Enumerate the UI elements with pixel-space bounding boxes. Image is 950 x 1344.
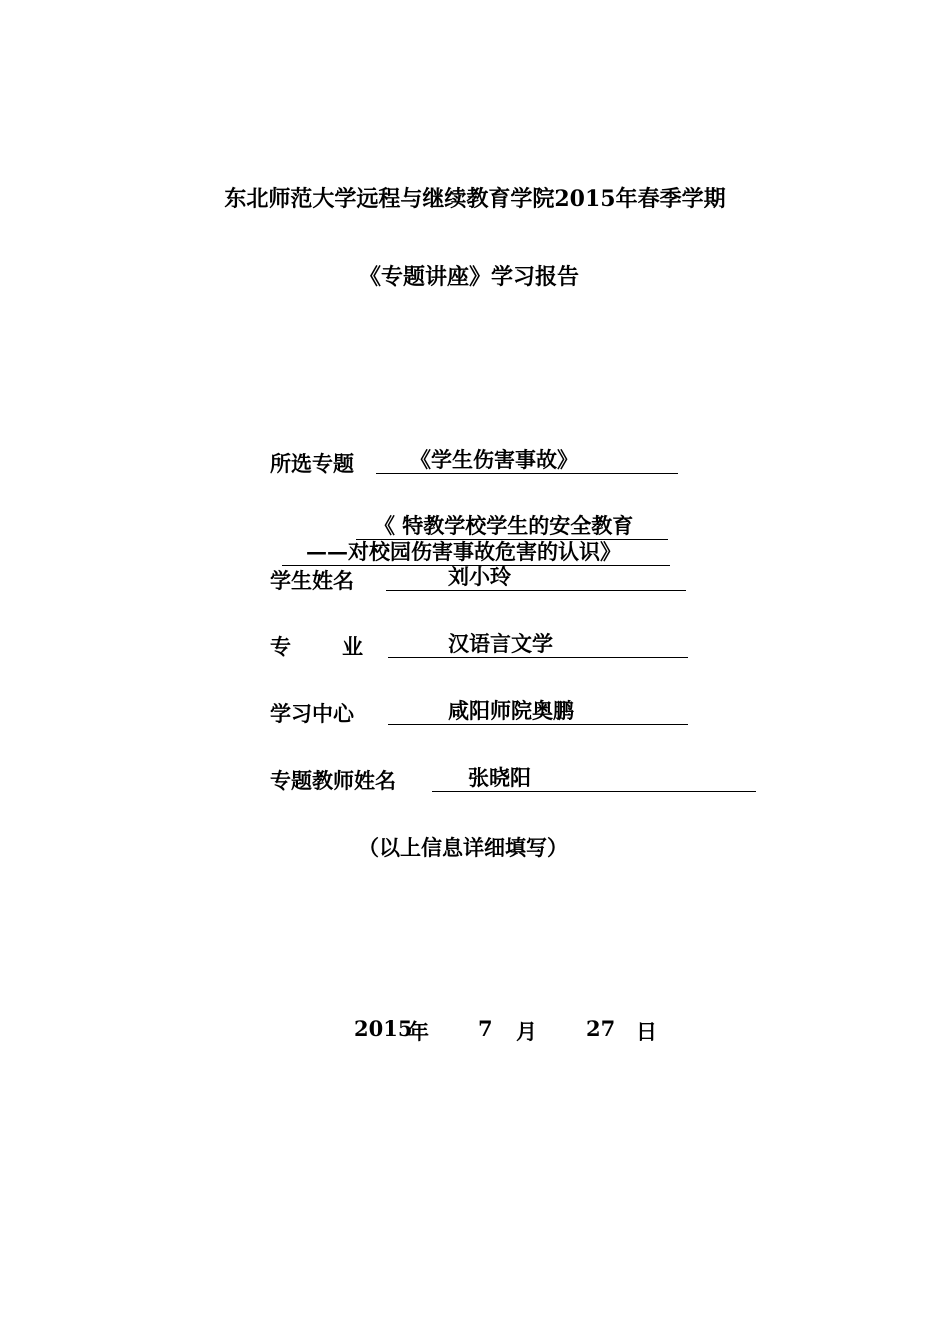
topic-field [376, 446, 678, 474]
subtitle-line1-field [356, 512, 668, 540]
subtitle-line2: ——对校园伤害事故危害的认识》 [306, 539, 621, 564]
major-value: 汉语言文学 [448, 631, 553, 656]
learning-center-value: 咸阳师院奥鹏 [448, 698, 574, 723]
major-field [388, 630, 688, 658]
date-year-unit: 年 [408, 1019, 429, 1044]
date-month: 7 [478, 1016, 493, 1041]
document-title-line1: 东北师范大学远程与继续教育学院2015年春季学期 [224, 186, 726, 212]
topic-label: 所选专题 [270, 451, 354, 476]
date-month-unit: 月 [516, 1019, 537, 1044]
teacher-name-label: 专题教师姓名 [270, 768, 396, 793]
topic-value: 《学生伤害事故》 [410, 447, 578, 472]
teacher-name-value: 张晓阳 [468, 765, 531, 790]
student-name-field [386, 563, 686, 591]
learning-center-label: 学习中心 [270, 701, 354, 726]
date-day-unit: 日 [636, 1019, 657, 1044]
teacher-name-field [432, 764, 756, 792]
learning-center-field [388, 697, 688, 725]
subtitle-line2-field [282, 538, 670, 566]
student-name-label: 学生姓名 [270, 568, 354, 593]
date-year: 2015 [354, 1016, 413, 1041]
date-day: 27 [586, 1016, 616, 1041]
subtitle-line1: 《 特教学校学生的安全教育 [374, 513, 634, 538]
student-name-value: 刘小玲 [448, 564, 511, 589]
major-label-char1: 专 [270, 634, 291, 659]
major-label [270, 631, 370, 659]
document-title-line2: 《专题讲座》学习报告 [358, 264, 579, 290]
fill-note: （以上信息详细填写） [358, 835, 568, 860]
major-label-char2: 业 [342, 634, 363, 659]
